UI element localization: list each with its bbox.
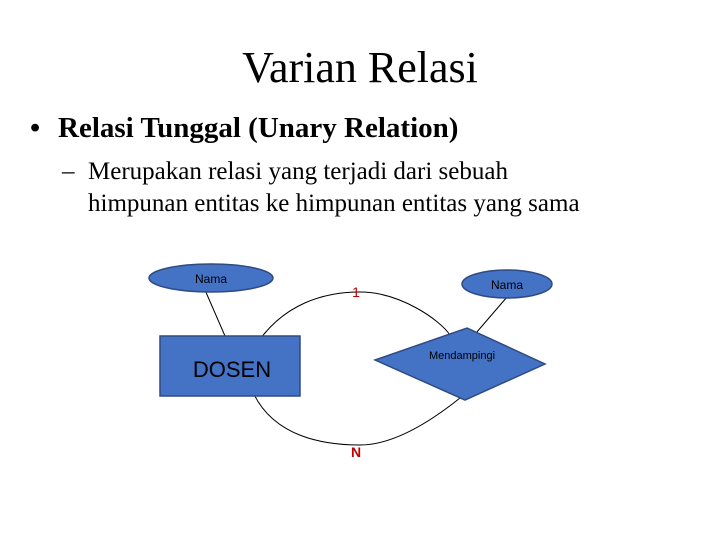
slide-title: Varian Relasi — [242, 43, 478, 92]
cardinality-one: 1 — [352, 284, 360, 300]
attribute-label-left: Nama — [194, 272, 228, 286]
relationship-label: Mendampingi — [428, 350, 496, 362]
entity-label: DOSEN — [192, 357, 272, 382]
attribute-line-left — [205, 290, 225, 336]
bullet-dot-icon: • — [30, 112, 41, 144]
sub-bullet-text-2: himpunan entitas ke himpunan entitas yang sama — [88, 190, 580, 217]
bullet1-text: Relasi Tunggal (Unary Relation) — [58, 112, 459, 144]
sub-bullet-text-1: Merupakan relasi yang terjadi dari sebuah — [88, 158, 508, 185]
cardinality-many: N — [350, 444, 362, 460]
dash-icon: – — [62, 158, 75, 185]
relationship-diamond — [375, 328, 545, 400]
attribute-label-right: Nama — [490, 278, 524, 292]
